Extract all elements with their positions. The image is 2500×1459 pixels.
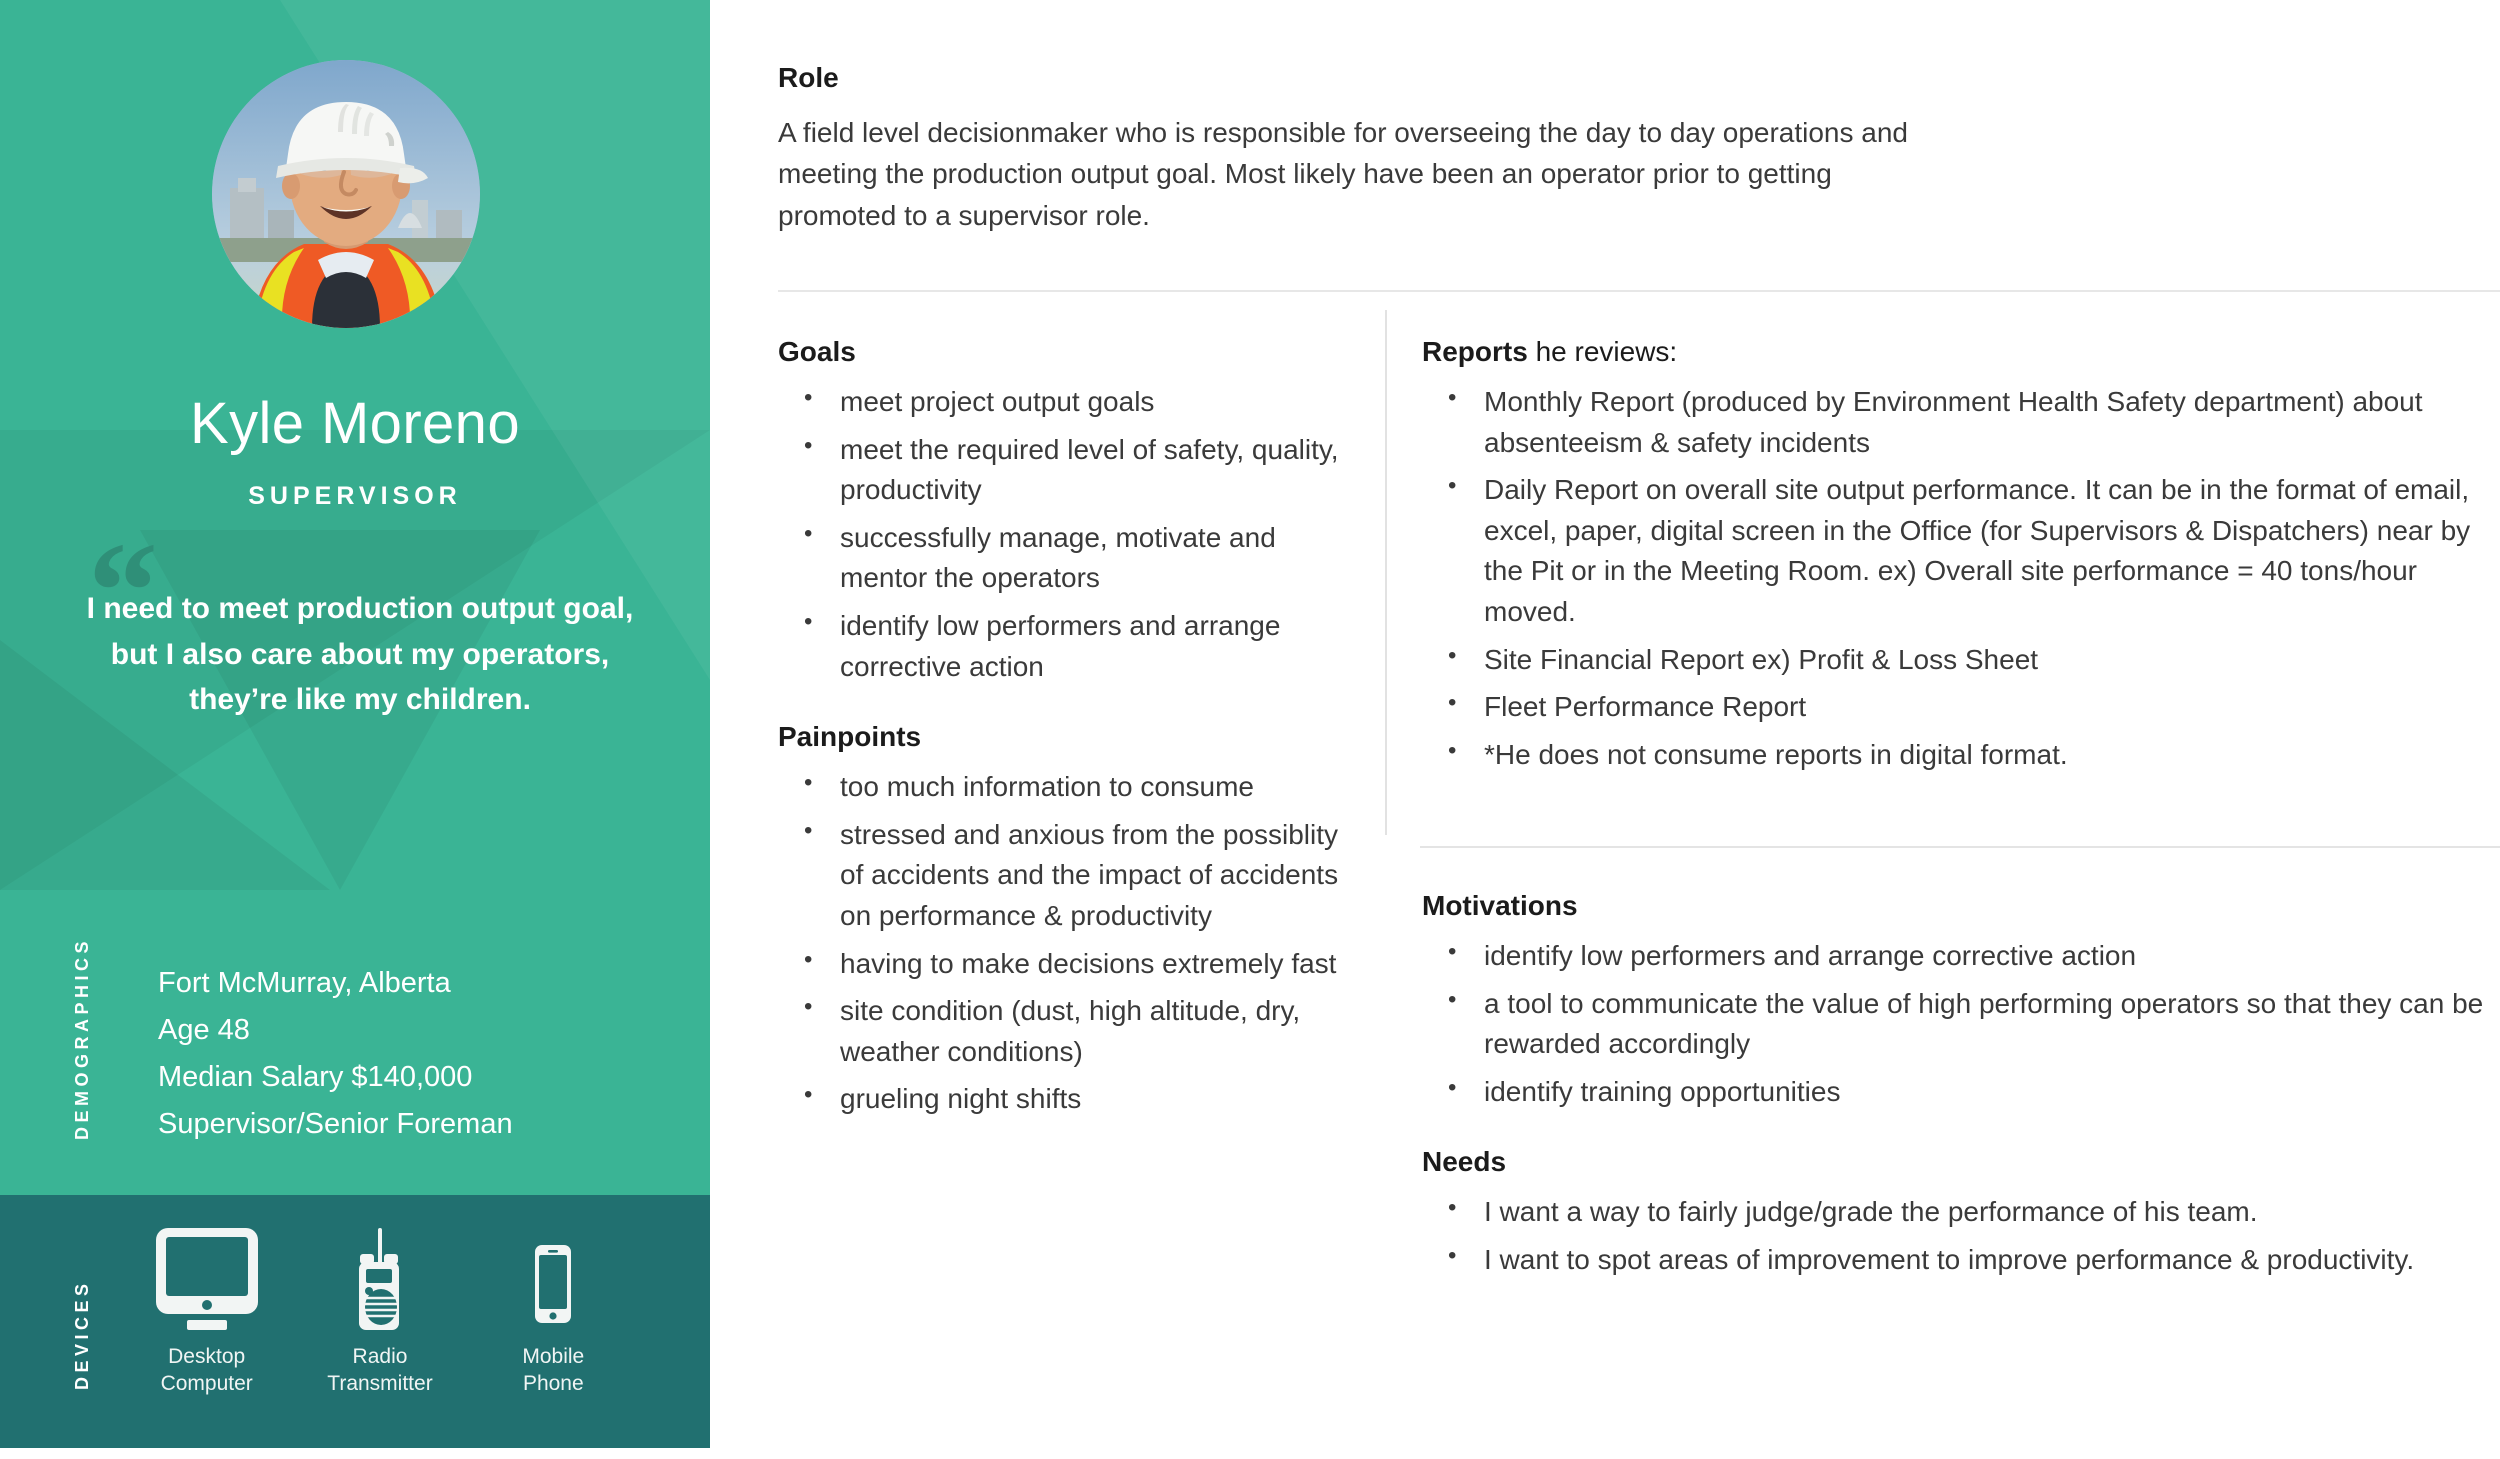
list-item: • too much information to consume — [778, 767, 1358, 808]
painpoints-heading: Painpoints — [778, 721, 922, 753]
divider-middle — [1420, 846, 2500, 848]
demographics-label: DEMOGRAPHICS — [72, 936, 92, 1140]
goals-painpoints-column — [778, 336, 1358, 1127]
device-label-line2: Computer — [160, 1371, 253, 1395]
device-label-line1: Desktop — [168, 1345, 246, 1368]
desktop-computer-icon — [154, 1222, 260, 1330]
motivations-heading: Motivations — [1422, 890, 1578, 921]
list-item: • a tool to communicate the value of high performing operators so that they can be rewarded accordingly — [1422, 984, 2500, 1065]
demographics-item: Age 48 — [158, 1013, 250, 1046]
device-label — [327, 1344, 432, 1398]
role-body: A field level decisionmaker who is responsible for overseeing the day to day operations and meeting the production output goal. Most likely have been an operator prior to getting promoted to a supervisor role. — [778, 117, 1908, 231]
painpoints-section — [778, 721, 1358, 1120]
device-label-line1: Mobile — [522, 1345, 585, 1368]
quote-mark-icon: “ — [88, 514, 158, 669]
divider-top — [778, 290, 2500, 292]
list-item: • Monthly Report (produced by Environment Health Safety department) about absenteeism & safety incidents — [1422, 382, 2500, 463]
reports-list — [1422, 382, 2500, 775]
persona-name: Kyle Moreno — [190, 391, 520, 456]
list-item: • identify low performers and arrange corrective action — [778, 606, 1358, 687]
divider-vertical — [1385, 310, 1387, 835]
demographics-item: Fort McMurray, Alberta — [158, 967, 451, 999]
avatar-photo — [212, 60, 480, 328]
radio-transmitter-icon — [349, 1222, 411, 1330]
mobile-phone-icon — [531, 1222, 575, 1330]
demographics-list — [158, 960, 513, 1148]
device-item-radio-transmitter — [293, 1222, 466, 1398]
persona-role-title: SUPERVISOR — [248, 482, 462, 510]
motivations-needs-column — [1422, 890, 2500, 1288]
avatar — [212, 60, 480, 328]
list-item: • Fleet Performance Report — [1422, 687, 2500, 728]
goals-section — [778, 336, 1358, 687]
motivations-section — [1422, 890, 2500, 1112]
devices-label: DEVICES — [72, 1279, 92, 1390]
list-item: • successfully manage, motivate and mentor the operators — [778, 518, 1358, 599]
demographics-item: Supervisor/Senior Foreman — [158, 1107, 513, 1140]
reports-heading-strong: Reports — [1422, 336, 1528, 367]
needs-section — [1422, 1146, 2500, 1280]
list-item: • meet project output goals — [778, 382, 1358, 423]
goals-heading: Goals — [778, 336, 856, 367]
role-heading: Role — [778, 62, 839, 93]
list-item: • identify low performers and arrange corrective action — [1422, 936, 2500, 977]
device-label-line1: Radio — [352, 1345, 408, 1368]
goals-list — [778, 382, 1358, 687]
persona-detail-content — [710, 0, 2500, 1459]
list-item: • site condition (dust, high altitude, dry, weather conditions) — [778, 991, 1358, 1072]
list-item: • meet the required level of safety, quality, productivity — [778, 430, 1358, 511]
needs-list — [1422, 1192, 2500, 1280]
device-item-mobile-phone — [467, 1222, 640, 1398]
list-item: • Daily Report on overall site output performance. It can be in the format of email, excel, paper, digital screen in the Office (for Supervisors & Dispatchers) near by the Pit or in the Meeting Room. ex) Overall site performance = 40 tons/hour moved. — [1422, 470, 2500, 632]
list-item: • *He does not consume reports in digital format. — [1422, 735, 2500, 776]
demographics-item: Median Salary $140,000 — [158, 1060, 473, 1093]
role-section — [778, 62, 1938, 236]
persona-quote: I need to meet production output goal, but I also care about my operators, they’re like my children. — [86, 592, 634, 717]
list-item: • having to make decisions extremely fast — [778, 944, 1358, 985]
device-label-line2: Transmitter — [327, 1371, 433, 1395]
motivations-list — [1422, 936, 2500, 1112]
persona-sidebar — [0, 0, 710, 1448]
device-label-line2: Phone — [522, 1371, 584, 1395]
list-item: • identify training opportunities — [1422, 1072, 2500, 1113]
list-item: • grueling night shifts — [778, 1079, 1358, 1120]
device-label — [522, 1344, 584, 1398]
list-item: • I want a way to fairly judge/grade the performance of his team. — [1422, 1192, 2500, 1233]
devices-list — [120, 1222, 640, 1398]
device-label — [161, 1344, 253, 1398]
painpoints-list — [778, 767, 1358, 1120]
list-item: • stressed and anxious from the possiblity of accidents and the impact of accidents on performance & productivity — [778, 815, 1358, 937]
list-item: • I want to spot areas of improvement to improve performance & productivity. — [1422, 1240, 2500, 1281]
device-item-desktop-computer — [120, 1222, 293, 1398]
needs-heading: Needs — [1422, 1146, 1507, 1178]
reports-heading — [1422, 336, 2500, 368]
reports-section — [1422, 336, 2500, 782]
reports-heading-suffix: he reviews: — [1527, 336, 1678, 367]
list-item: • Site Financial Report ex) Profit & Loss Sheet — [1422, 640, 2500, 681]
